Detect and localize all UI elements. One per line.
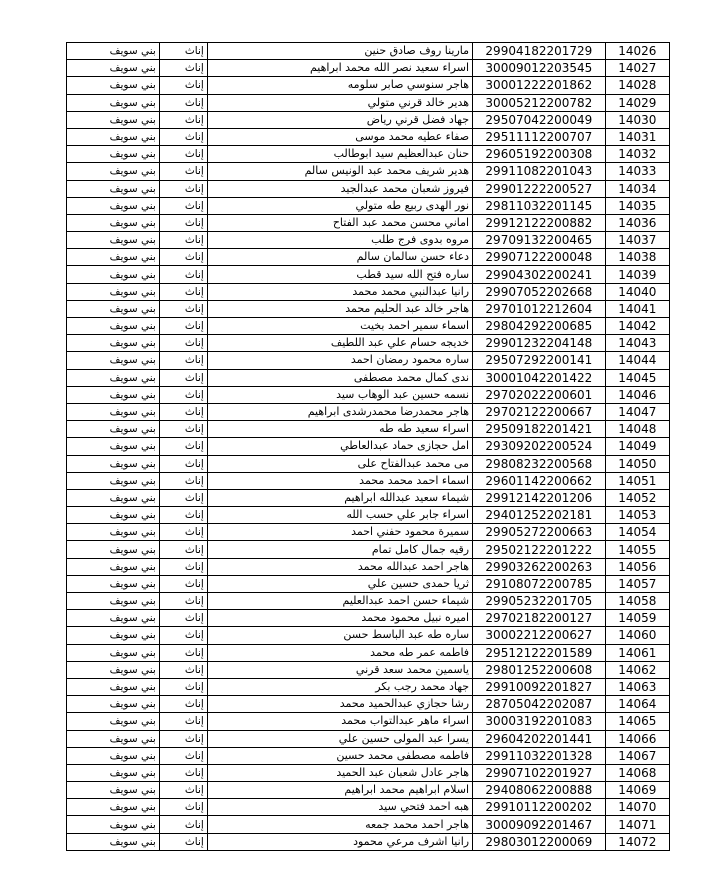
name-cell: ساره محمود رمضان احمد — [207, 352, 472, 369]
gender-cell: إناث — [159, 214, 207, 231]
gender-cell: إناث — [159, 266, 207, 283]
name-cell: اماني محسن محمد عبد الفتاح — [207, 214, 472, 231]
table-row — [67, 747, 670, 764]
name-cell: هاجر سنوسي صابر سلومه — [207, 77, 472, 94]
sequence-number-cell: 14029 — [605, 94, 669, 111]
gender-cell: إناث — [159, 696, 207, 713]
national-id-cell: 29702022200601 — [473, 386, 606, 403]
table-row — [67, 77, 670, 94]
name-cell: نسمه حسين عبد الوهاب سيد — [207, 386, 472, 403]
sequence-number-cell: 14047 — [605, 403, 669, 420]
sequence-number-cell: 14061 — [605, 644, 669, 661]
governorate-cell: بني سويف — [67, 77, 160, 94]
name-cell: امل حجازى حماد عبدالعاطي — [207, 438, 472, 455]
sequence-number-cell: 14026 — [605, 43, 669, 60]
sequence-number-cell: 14041 — [605, 300, 669, 317]
sequence-number-cell: 14031 — [605, 128, 669, 145]
sequence-number-cell: 14053 — [605, 507, 669, 524]
gender-cell: إناث — [159, 507, 207, 524]
gender-cell: إناث — [159, 60, 207, 77]
table-row — [67, 43, 670, 60]
governorate-cell: بني سويف — [67, 283, 160, 300]
national-id-cell: 30003192201083 — [473, 713, 606, 730]
table-row — [67, 403, 670, 420]
national-id-cell: 29507042200049 — [473, 111, 606, 128]
table-row — [67, 455, 670, 472]
national-id-cell: 30001222201862 — [473, 77, 606, 94]
gender-cell: إناث — [159, 541, 207, 558]
gender-cell: إناث — [159, 627, 207, 644]
table-row — [67, 575, 670, 592]
gender-cell: إناث — [159, 318, 207, 335]
table-row — [67, 300, 670, 317]
name-cell: هاجر خالد عبد الحليم محمد — [207, 300, 472, 317]
governorate-cell: بني سويف — [67, 43, 160, 60]
sequence-number-cell: 14064 — [605, 696, 669, 713]
gender-cell: إناث — [159, 455, 207, 472]
sequence-number-cell: 14048 — [605, 421, 669, 438]
table-row — [67, 696, 670, 713]
sequence-number-cell: 14039 — [605, 266, 669, 283]
name-cell: هدير شريف محمد عبد الونيس سالم — [207, 163, 472, 180]
name-cell: هاجر احمد عبدالله محمد — [207, 558, 472, 575]
gender-cell: إناث — [159, 163, 207, 180]
table-row — [67, 214, 670, 231]
gender-cell: إناث — [159, 249, 207, 266]
governorate-cell: بني سويف — [67, 610, 160, 627]
name-cell: هاجر محمدرضا محمدرشدى ابراهيم — [207, 403, 472, 420]
sequence-number-cell: 14042 — [605, 318, 669, 335]
gender-cell: إناث — [159, 197, 207, 214]
national-id-cell: 29108072200785 — [473, 575, 606, 592]
gender-cell: إناث — [159, 782, 207, 799]
governorate-cell: بني سويف — [67, 318, 160, 335]
table-row — [67, 764, 670, 781]
gender-cell: إناث — [159, 111, 207, 128]
national-id-cell: 29509182201421 — [473, 421, 606, 438]
sequence-number-cell: 14036 — [605, 214, 669, 231]
gender-cell: إناث — [159, 593, 207, 610]
national-id-cell: 29709132200465 — [473, 232, 606, 249]
national-id-cell: 29808232200568 — [473, 455, 606, 472]
national-id-cell: 29601142200662 — [473, 472, 606, 489]
gender-cell: إناث — [159, 747, 207, 764]
national-id-cell: 29309202200524 — [473, 438, 606, 455]
name-cell: فاطمه مصطفى محمد حسين — [207, 747, 472, 764]
national-id-cell: 29907102201927 — [473, 764, 606, 781]
sequence-number-cell: 14066 — [605, 730, 669, 747]
name-cell: ساره فتح الله سيد قطب — [207, 266, 472, 283]
name-cell: جهاد محمد رجب بكر — [207, 678, 472, 695]
table-row — [67, 249, 670, 266]
table-row — [67, 833, 670, 850]
gender-cell: إناث — [159, 575, 207, 592]
table-row — [67, 128, 670, 145]
governorate-cell: بني سويف — [67, 163, 160, 180]
national-id-cell: 29901222200527 — [473, 180, 606, 197]
governorate-cell: بني سويف — [67, 764, 160, 781]
sequence-number-cell: 14043 — [605, 335, 669, 352]
governorate-cell: بني سويف — [67, 300, 160, 317]
table-row — [67, 318, 670, 335]
gender-cell: إناث — [159, 610, 207, 627]
name-cell: ساره طه عبد الباسط حسن — [207, 627, 472, 644]
name-cell: اسلام ابراهيم محمد ابراهيم — [207, 782, 472, 799]
sequence-number-cell: 14052 — [605, 489, 669, 506]
national-id-cell: 29507292200141 — [473, 352, 606, 369]
governorate-cell: بني سويف — [67, 94, 160, 111]
name-cell: اسماء احمد محمد محمد — [207, 472, 472, 489]
sequence-number-cell: 14030 — [605, 111, 669, 128]
governorate-cell: بني سويف — [67, 111, 160, 128]
table-row — [67, 678, 670, 695]
table-row — [67, 94, 670, 111]
governorate-cell: بني سويف — [67, 816, 160, 833]
gender-cell: إناث — [159, 489, 207, 506]
name-cell: ياسمين محمد سعد قرني — [207, 661, 472, 678]
national-id-cell: 29910092201827 — [473, 678, 606, 695]
gender-cell: إناث — [159, 816, 207, 833]
governorate-cell: بني سويف — [67, 421, 160, 438]
gender-cell: إناث — [159, 558, 207, 575]
national-id-cell: 29904302200241 — [473, 266, 606, 283]
gender-cell: إناث — [159, 713, 207, 730]
gender-cell: إناث — [159, 644, 207, 661]
governorate-cell: بني سويف — [67, 352, 160, 369]
gender-cell: إناث — [159, 300, 207, 317]
governorate-cell: بني سويف — [67, 180, 160, 197]
name-cell: ثريا حمدى حسين علي — [207, 575, 472, 592]
national-id-cell: 29910112200202 — [473, 799, 606, 816]
national-id-cell: 29401252202181 — [473, 507, 606, 524]
governorate-cell: بني سويف — [67, 197, 160, 214]
sequence-number-cell: 14062 — [605, 661, 669, 678]
table-row — [67, 489, 670, 506]
governorate-cell: بني سويف — [67, 833, 160, 850]
national-id-cell: 29901232204148 — [473, 335, 606, 352]
national-id-cell: 30005212200782 — [473, 94, 606, 111]
governorate-cell: بني سويف — [67, 696, 160, 713]
table-row — [67, 111, 670, 128]
sequence-number-cell: 14051 — [605, 472, 669, 489]
governorate-cell: بني سويف — [67, 472, 160, 489]
table-row — [67, 627, 670, 644]
name-cell: شيماء سعيد عبدالله ابراهيم — [207, 489, 472, 506]
gender-cell: إناث — [159, 352, 207, 369]
name-cell: رانيا عبدالنبي محمد محمد — [207, 283, 472, 300]
national-id-cell: 29912142201206 — [473, 489, 606, 506]
name-cell: سميرة محمود حفني احمد — [207, 524, 472, 541]
governorate-cell: بني سويف — [67, 575, 160, 592]
table-row — [67, 610, 670, 627]
table-row — [67, 472, 670, 489]
gender-cell: إناث — [159, 146, 207, 163]
gender-cell: إناث — [159, 524, 207, 541]
national-id-cell: 29511112200707 — [473, 128, 606, 145]
table-row — [67, 283, 670, 300]
table-row — [67, 180, 670, 197]
gender-cell: إناث — [159, 403, 207, 420]
name-cell: هدير خالد قرني متولي — [207, 94, 472, 111]
name-cell: هاجر احمد محمد جمعه — [207, 816, 472, 833]
table-row — [67, 661, 670, 678]
name-cell: رانيا اشرف مرعي محمود — [207, 833, 472, 850]
table-row — [67, 713, 670, 730]
sequence-number-cell: 14027 — [605, 60, 669, 77]
name-cell: ندى كمال محمد مصطفى — [207, 369, 472, 386]
national-id-cell: 29702182200127 — [473, 610, 606, 627]
sequence-number-cell: 14049 — [605, 438, 669, 455]
governorate-cell: بني سويف — [67, 524, 160, 541]
national-id-cell: 29801252200608 — [473, 661, 606, 678]
table-row — [67, 507, 670, 524]
national-id-cell: 29905232201705 — [473, 593, 606, 610]
gender-cell: إناث — [159, 94, 207, 111]
governorate-cell: بني سويف — [67, 541, 160, 558]
name-cell: اسماء سمير احمد بخيت — [207, 318, 472, 335]
sequence-number-cell: 14044 — [605, 352, 669, 369]
sequence-number-cell: 14065 — [605, 713, 669, 730]
governorate-cell: بني سويف — [67, 438, 160, 455]
governorate-cell: بني سويف — [67, 507, 160, 524]
sequence-number-cell: 14050 — [605, 455, 669, 472]
name-cell: فاطمه عمر طه محمد — [207, 644, 472, 661]
name-cell: اميره نبيل محمود محمد — [207, 610, 472, 627]
sequence-number-cell: 14055 — [605, 541, 669, 558]
name-cell: خديجه حسام علي عبد اللطيف — [207, 335, 472, 352]
gender-cell: إناث — [159, 77, 207, 94]
national-id-cell: 29912122200882 — [473, 214, 606, 231]
sequence-number-cell: 14038 — [605, 249, 669, 266]
national-id-cell: 29701012212604 — [473, 300, 606, 317]
sequence-number-cell: 14072 — [605, 833, 669, 850]
sequence-number-cell: 14060 — [605, 627, 669, 644]
national-id-cell: 30001042201422 — [473, 369, 606, 386]
sequence-number-cell: 14037 — [605, 232, 669, 249]
governorate-cell: بني سويف — [67, 799, 160, 816]
governorate-cell: بني سويف — [67, 60, 160, 77]
national-id-cell: 29804292200685 — [473, 318, 606, 335]
table-row — [67, 816, 670, 833]
gender-cell: إناث — [159, 283, 207, 300]
table-row — [67, 146, 670, 163]
table-row — [67, 438, 670, 455]
national-id-cell: 29605192200308 — [473, 146, 606, 163]
table-row — [67, 799, 670, 816]
gender-cell: إناث — [159, 180, 207, 197]
sequence-number-cell: 14067 — [605, 747, 669, 764]
table-row — [67, 541, 670, 558]
name-cell: اسراء سعيد نصر الله محمد ابراهيم — [207, 60, 472, 77]
gender-cell: إناث — [159, 472, 207, 489]
table-row — [67, 386, 670, 403]
name-cell: شيماء حسن احمد عبدالعليم — [207, 593, 472, 610]
national-id-cell: 29811032201145 — [473, 197, 606, 214]
gender-cell: إناث — [159, 678, 207, 695]
table-row — [67, 558, 670, 575]
governorate-cell: بني سويف — [67, 214, 160, 231]
governorate-cell: بني سويف — [67, 369, 160, 386]
name-cell: رقيه جمال كامل تمام — [207, 541, 472, 558]
sequence-number-cell: 14035 — [605, 197, 669, 214]
sequence-number-cell: 14071 — [605, 816, 669, 833]
governorate-cell: بني سويف — [67, 730, 160, 747]
national-id-cell: 28705042202087 — [473, 696, 606, 713]
sequence-number-cell: 14033 — [605, 163, 669, 180]
gender-cell: إناث — [159, 43, 207, 60]
national-id-cell: 29907052202668 — [473, 283, 606, 300]
table-row — [67, 369, 670, 386]
name-cell: هاجر عادل شعبان عبد الحميد — [207, 764, 472, 781]
gender-cell: إناث — [159, 335, 207, 352]
governorate-cell: بني سويف — [67, 335, 160, 352]
table-row — [67, 197, 670, 214]
sequence-number-cell: 14070 — [605, 799, 669, 816]
name-cell: يسرا عبد المولى حسين علي — [207, 730, 472, 747]
sequence-number-cell: 14058 — [605, 593, 669, 610]
gender-cell: إناث — [159, 438, 207, 455]
table-row — [67, 163, 670, 180]
national-id-cell: 29907122200048 — [473, 249, 606, 266]
governorate-cell: بني سويف — [67, 661, 160, 678]
governorate-cell: بني سويف — [67, 266, 160, 283]
name-cell: مى محمد عبدالفتاح على — [207, 455, 472, 472]
national-id-cell: 29702122200667 — [473, 403, 606, 420]
table-row — [67, 421, 670, 438]
gender-cell: إناث — [159, 661, 207, 678]
gender-cell: إناث — [159, 833, 207, 850]
sequence-number-cell: 14028 — [605, 77, 669, 94]
national-id-cell: 29904182201729 — [473, 43, 606, 60]
national-id-cell: 30009012203545 — [473, 60, 606, 77]
sequence-number-cell: 14046 — [605, 386, 669, 403]
national-id-cell: 29911032201328 — [473, 747, 606, 764]
governorate-cell: بني سويف — [67, 455, 160, 472]
records-table-body — [67, 43, 670, 851]
name-cell: مروه بدوى فرج طلب — [207, 232, 472, 249]
governorate-cell: بني سويف — [67, 146, 160, 163]
records-table — [66, 42, 670, 851]
governorate-cell: بني سويف — [67, 713, 160, 730]
sequence-number-cell: 14056 — [605, 558, 669, 575]
sequence-number-cell: 14057 — [605, 575, 669, 592]
national-id-cell: 29803012200069 — [473, 833, 606, 850]
sequence-number-cell: 14068 — [605, 764, 669, 781]
table-row — [67, 266, 670, 283]
name-cell: فيروز شعبان محمد عبدالجيد — [207, 180, 472, 197]
governorate-cell: بني سويف — [67, 747, 160, 764]
name-cell: اسراء جابر علي حسب الله — [207, 507, 472, 524]
sequence-number-cell: 14045 — [605, 369, 669, 386]
national-id-cell: 29408062200888 — [473, 782, 606, 799]
sequence-number-cell: 14040 — [605, 283, 669, 300]
table-row — [67, 644, 670, 661]
gender-cell: إناث — [159, 128, 207, 145]
table-row — [67, 730, 670, 747]
gender-cell: إناث — [159, 799, 207, 816]
gender-cell: إناث — [159, 232, 207, 249]
national-id-cell: 30002212200627 — [473, 627, 606, 644]
governorate-cell: بني سويف — [67, 644, 160, 661]
table-row — [67, 352, 670, 369]
gender-cell: إناث — [159, 730, 207, 747]
national-id-cell: 29905272200663 — [473, 524, 606, 541]
table-row — [67, 335, 670, 352]
table-row — [67, 593, 670, 610]
name-cell: اسراء ماهر عبدالتواب محمد — [207, 713, 472, 730]
sequence-number-cell: 14069 — [605, 782, 669, 799]
sequence-number-cell: 14059 — [605, 610, 669, 627]
governorate-cell: بني سويف — [67, 249, 160, 266]
national-id-cell: 29604202201441 — [473, 730, 606, 747]
sequence-number-cell: 14054 — [605, 524, 669, 541]
governorate-cell: بني سويف — [67, 558, 160, 575]
governorate-cell: بني سويف — [67, 403, 160, 420]
governorate-cell: بني سويف — [67, 593, 160, 610]
name-cell: حنان عبدالعظيم سيد ابوطالب — [207, 146, 472, 163]
governorate-cell: بني سويف — [67, 627, 160, 644]
table-row — [67, 60, 670, 77]
national-id-cell: 30009092201467 — [473, 816, 606, 833]
name-cell: مارينا روف صادق حنين — [207, 43, 472, 60]
sequence-number-cell: 14032 — [605, 146, 669, 163]
national-id-cell: 29512122201589 — [473, 644, 606, 661]
sequence-number-cell: 14063 — [605, 678, 669, 695]
governorate-cell: بني سويف — [67, 782, 160, 799]
table-row — [67, 782, 670, 799]
name-cell: هبه احمد فتحي سيد — [207, 799, 472, 816]
name-cell: دعاء حسن سالمان سالم — [207, 249, 472, 266]
name-cell: صفاء عطيه محمد موسى — [207, 128, 472, 145]
national-id-cell: 29911082201043 — [473, 163, 606, 180]
governorate-cell: بني سويف — [67, 128, 160, 145]
name-cell: رشا حجازي عبدالحميد محمد — [207, 696, 472, 713]
table-row — [67, 232, 670, 249]
governorate-cell: بني سويف — [67, 386, 160, 403]
governorate-cell: بني سويف — [67, 489, 160, 506]
national-id-cell: 29903262200263 — [473, 558, 606, 575]
governorate-cell: بني سويف — [67, 232, 160, 249]
governorate-cell: بني سويف — [67, 678, 160, 695]
gender-cell: إناث — [159, 369, 207, 386]
name-cell: جهاد فضل قرني رياض — [207, 111, 472, 128]
gender-cell: إناث — [159, 421, 207, 438]
name-cell: نور الهدى ربيع طه متولي — [207, 197, 472, 214]
sequence-number-cell: 14034 — [605, 180, 669, 197]
gender-cell: إناث — [159, 764, 207, 781]
gender-cell: إناث — [159, 386, 207, 403]
table-row — [67, 524, 670, 541]
national-id-cell: 29502122201222 — [473, 541, 606, 558]
name-cell: اسراء سعيد طه طه — [207, 421, 472, 438]
